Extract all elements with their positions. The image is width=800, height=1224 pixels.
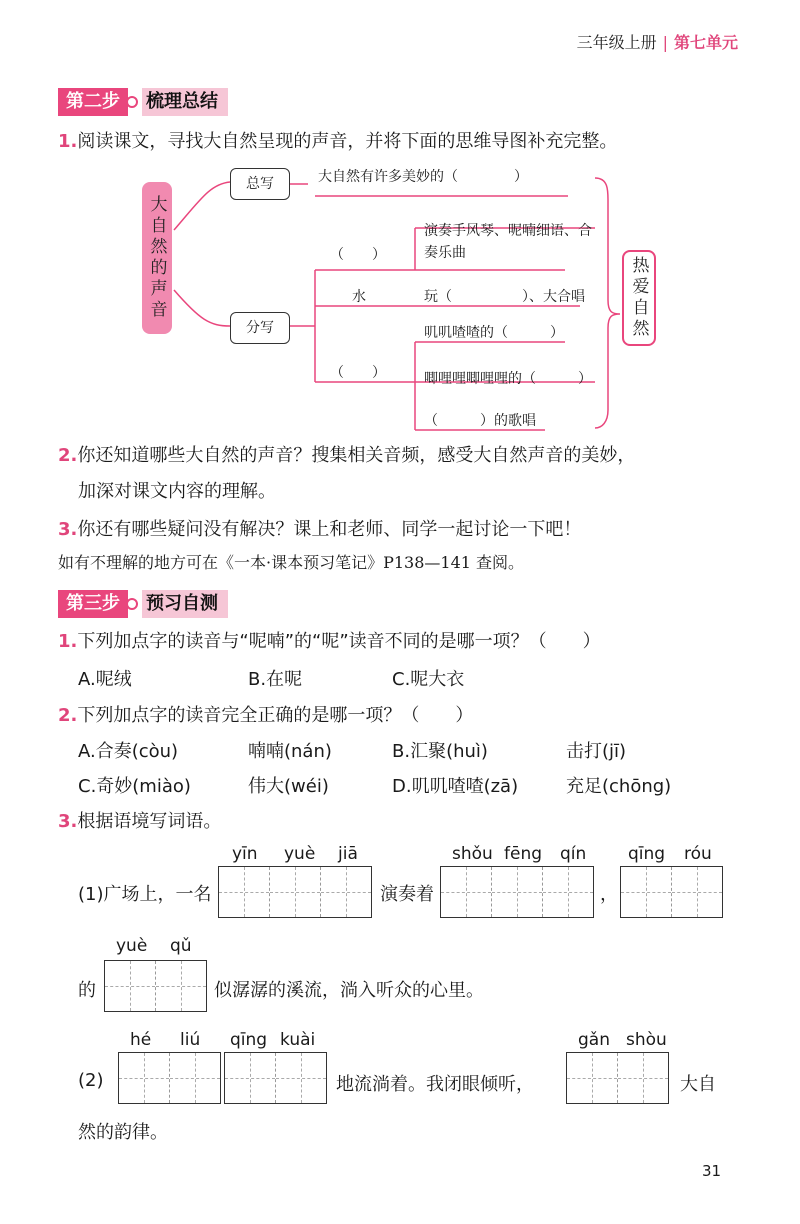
branch1-blank: （ ） — [330, 247, 386, 263]
pinyin-qin: qín — [560, 844, 587, 864]
t2-option-b2: 击打(jī) — [566, 741, 627, 762]
question-3 — [58, 516, 581, 544]
answer-grid-yuequ[interactable] — [104, 960, 207, 1012]
answer-cell[interactable] — [156, 961, 206, 1011]
page-header — [577, 30, 738, 53]
p2-end: 大自 — [680, 1074, 716, 1095]
p1-mid: 演奏着 — [380, 884, 434, 905]
t1-text: 下列加点字的读音与“呢喃”的“呢”读音不同的是哪一项？（ ） — [77, 631, 601, 652]
grade-label: 三年级上册 — [576, 33, 657, 52]
branch3-blank: （ ） — [330, 365, 386, 381]
t2-option-d2: 充足(chōng) — [566, 776, 672, 797]
step2-title: 梳理总结 — [142, 88, 228, 116]
answer-cell[interactable] — [441, 867, 492, 917]
test-2 — [58, 702, 473, 730]
t2-option-d: D.叽叽喳喳(zā) — [392, 776, 519, 797]
t2-option-b: B.汇聚(huì) — [392, 741, 488, 762]
p1-end: 似潺潺的溪流，淌入听众的心里。 — [214, 980, 484, 1001]
page-number: 31 — [702, 1162, 722, 1180]
branch2-leaf: 玩（ ）、大合唱 — [424, 289, 585, 305]
p1-de: 的 — [78, 980, 96, 1001]
q2-number: 2. — [58, 445, 78, 466]
step3-heading — [58, 590, 228, 618]
answer-cell[interactable] — [170, 1053, 220, 1103]
question-2 — [58, 442, 635, 470]
test-3 — [58, 808, 221, 836]
pinyin-qing: qīng — [628, 844, 666, 864]
p1-start: (1)广场上，一名 — [78, 884, 212, 905]
answer-grid-heliu[interactable] — [118, 1052, 221, 1104]
pinyin-yue2: yuè — [116, 936, 148, 956]
t2-option-a: A.合奏(còu) — [78, 741, 179, 762]
answer-grid-shoufengqin[interactable] — [440, 866, 594, 918]
answer-grid-yinyuejia[interactable] — [218, 866, 372, 918]
p2-line2: 然的韵律。 — [78, 1122, 168, 1143]
answer-cell[interactable] — [567, 1053, 618, 1103]
p2-start: (2) — [78, 1070, 104, 1091]
q2-text-1: 你还知道哪些大自然的声音？搜集相关音频，感受大自然声音的美妙， — [77, 445, 636, 466]
t2-number: 2. — [58, 705, 78, 726]
q1-number: 1. — [58, 131, 78, 152]
pinyin-kuai: kuài — [280, 1030, 316, 1050]
leaf-3b: 唧哩哩唧哩哩的（ ） — [424, 371, 592, 387]
step-dot-icon — [126, 96, 138, 108]
part-label: 分写 — [230, 312, 290, 344]
answer-cell[interactable] — [119, 1053, 170, 1103]
total-label: 总写 — [230, 168, 290, 200]
q3-text: 你还有哪些疑问没有解决？课上和老师、同学一起讨论一下吧！ — [77, 519, 582, 540]
t3-text: 根据语境写词语。 — [77, 811, 222, 832]
answer-cell[interactable] — [276, 1053, 326, 1103]
answer-cell[interactable] — [219, 867, 270, 917]
q1-text: 阅读课文，寻找大自然呈现的声音，并将下面的思维导图补充完整。 — [77, 131, 618, 152]
pinyin-liu: liú — [180, 1030, 201, 1050]
answer-grid-qingrou[interactable] — [620, 866, 723, 918]
pinyin-he: hé — [130, 1030, 152, 1050]
mindmap-right: 热爱自然 — [622, 250, 656, 346]
pinyin-shou2: shòu — [626, 1030, 667, 1050]
p2-mid: 地流淌着。我闭眼倾听， — [336, 1074, 534, 1095]
pinyin-yin: yīn — [232, 844, 258, 864]
p1-comma: ， — [600, 884, 618, 905]
pinyin-jia: jiā — [338, 844, 358, 864]
step2-tag: 第二步 — [58, 88, 128, 116]
pinyin-shou: shǒu — [452, 844, 493, 864]
pinyin-yue: yuè — [284, 844, 316, 864]
pinyin-qing2: qīng — [230, 1030, 268, 1050]
answer-cell[interactable] — [225, 1053, 276, 1103]
total-text: 大自然有许多美妙的（ ） — [318, 169, 528, 185]
t2-text: 下列加点字的读音完全正确的是哪一项？（ ） — [77, 705, 474, 726]
unit-label: 第七单元 — [673, 33, 738, 52]
answer-cell[interactable] — [672, 867, 722, 917]
mindmap-lines — [140, 160, 680, 450]
pinyin-feng: fēng — [504, 844, 543, 864]
header-separator: | — [662, 33, 668, 52]
t1-option-c: C.呢大衣 — [392, 669, 465, 690]
answer-cell[interactable] — [270, 867, 321, 917]
answer-grid-qingkuai[interactable] — [224, 1052, 327, 1104]
test-1 — [58, 628, 601, 656]
step3-tag: 第三步 — [58, 590, 128, 618]
step-dot-icon — [126, 598, 138, 610]
answer-cell[interactable] — [105, 961, 156, 1011]
t2-option-a2: 喃喃(nán) — [248, 741, 332, 762]
pinyin-qu: qǔ — [170, 936, 192, 956]
t1-option-a: A.呢绒 — [78, 669, 132, 690]
leaf-3c: （ ）的歌唱 — [424, 413, 536, 429]
pinyin-gan: gǎn — [578, 1030, 610, 1050]
step3-title: 预习自测 — [142, 590, 228, 618]
answer-cell[interactable] — [321, 867, 371, 917]
answer-cell[interactable] — [618, 1053, 668, 1103]
leaf-3a: 叽叽喳喳的（ ） — [424, 325, 564, 341]
branch2-left: 水 — [352, 289, 366, 305]
branch1-leaf: 演奏手风琴、呢喃细语、合奏乐曲 — [424, 223, 592, 261]
answer-cell[interactable] — [543, 867, 593, 917]
answer-cell[interactable] — [621, 867, 672, 917]
t1-number: 1. — [58, 631, 78, 652]
question-1 — [58, 128, 617, 156]
t1-option-b: B.在呢 — [248, 669, 303, 690]
mindmap-root: 大自然的声音 — [142, 182, 172, 334]
t3-number: 3. — [58, 811, 78, 832]
q2-text-2: 加深对课文内容的理解。 — [78, 481, 276, 502]
t2-option-c2: 伟大(wéi) — [248, 776, 329, 797]
answer-cell[interactable] — [492, 867, 543, 917]
t2-option-c: C.奇妙(miào) — [78, 776, 191, 797]
q3-number: 3. — [58, 519, 78, 540]
answer-grid-ganshou[interactable] — [566, 1052, 669, 1104]
pinyin-rou: róu — [684, 844, 712, 864]
step2-heading — [58, 88, 228, 116]
reference-note: 如有不理解的地方可在《一本·课本预习笔记》P138—141 查阅。 — [58, 553, 525, 572]
